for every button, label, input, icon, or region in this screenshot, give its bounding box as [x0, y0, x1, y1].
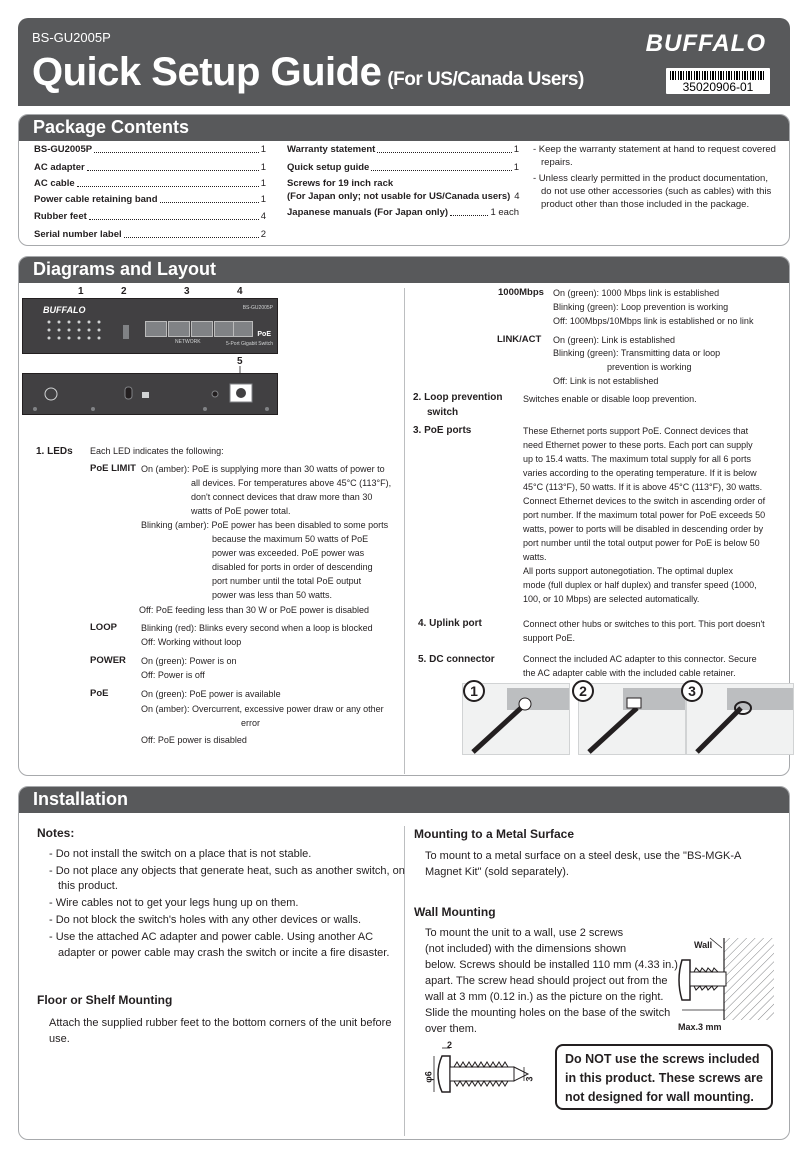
device-poe-label: PoE [257, 331, 271, 338]
led-poe-limit-line: watts of PoE power total. [191, 506, 291, 516]
led-1000mbps-line: Blinking (green): Loop prevention is working [553, 302, 729, 312]
package-item [34, 228, 266, 242]
led-power-line: Off: Power is off [141, 670, 205, 680]
note-item: - Wire cables not to get your legs hung up on them. [49, 897, 299, 909]
step-2-badge: 2 [572, 680, 594, 702]
step-3-badge: 3 [681, 680, 703, 702]
dim-head-diameter: φ6 [423, 1071, 434, 1083]
diagrams-header [19, 257, 789, 283]
wall-mounting-line: over them. [425, 1023, 477, 1035]
package-item-qty: 4 [260, 211, 266, 222]
leds-intro: Each LED indicates the following: [90, 446, 224, 456]
dim-shaft-diameter: 3 [524, 1076, 535, 1082]
package-note: do not use other accessories (such as cables) with this [541, 186, 772, 197]
notes-heading: Notes: [37, 826, 75, 840]
led-poe-limit-line: On (amber): PoE is supplying more than 30 watts of power to [141, 464, 385, 474]
max-clearance-label: Max.3 mm [678, 1022, 722, 1032]
led-power-line: On (green): Power is on [141, 656, 237, 666]
poe-ports-line: up to 15.4 watts. The maximum total supply for all 6 ports [523, 454, 751, 464]
floor-mounting-text: Attach the supplied rubber feet to the bottom corners of the unit before use. [49, 1017, 392, 1045]
package-item [287, 206, 519, 220]
poe-ports-line: These Ethernet ports support PoE. Connect devices that [523, 426, 749, 436]
metal-mounting-text: To mount to a metal surface on a steel desk, use the "BS-MGK-A Magnet Kit" (sold separately). [425, 850, 741, 878]
led-poe-line: On (green): PoE power is available [141, 689, 281, 699]
callout-2: 2 [121, 286, 127, 297]
package-item-qty: 1 [513, 144, 519, 155]
wall-mounting-line: Slide the mounting holes on the base of the switch [425, 1007, 671, 1019]
poe-ports-line: Connect Ethernet devices to the switch in ascending order of [523, 496, 766, 506]
poe-port-2 [168, 321, 190, 337]
loop-prevention-heading-2: switch [427, 407, 459, 418]
wall-mounting-heading: Wall Mounting [414, 905, 496, 919]
package-item [34, 210, 266, 224]
dc-connector-line: the AC adapter cable with the included cable retainer. [523, 668, 736, 678]
poe-ports-line: port number. If the maximum total power for PoE exceeds 50 [523, 510, 766, 520]
poe-ports-line: mode (full duplex or half duplex) and transfer speed (1000, [523, 580, 757, 590]
installation-title: Installation [33, 789, 129, 809]
led-poe-limit-line: Blinking (amber): PoE power has been disabled to some ports [141, 520, 389, 530]
poe-port-3 [191, 321, 213, 337]
package-item-qty: 1 [260, 144, 266, 155]
loop-prevention-heading: 2. Loop prevention [413, 392, 503, 403]
package-item [34, 161, 266, 175]
screw-dimension-drawing [420, 1040, 536, 1108]
led-1000mbps-name: 1000Mbps [498, 287, 544, 298]
warning-box [555, 1044, 773, 1110]
led-power-name: POWER [90, 655, 126, 666]
ports-label: NETWORK [175, 339, 201, 345]
wall-mounting-line: wall at 3 mm (0.12 in.) as the picture on the right. [425, 991, 664, 1003]
model-number: BS-GU2005P [32, 30, 111, 45]
device-model-label: BS-GU2005P [242, 305, 273, 311]
led-poe-line: On (amber): Overcurrent, excessive power draw or any other [141, 704, 384, 714]
package-item [287, 161, 519, 175]
poe-ports-line: need Ethernet power to these ports. Each port can supply [523, 440, 753, 450]
led-poe-name: PoE [90, 688, 109, 699]
package-item-name: AC adapter [34, 162, 85, 173]
note-item: - Do not place any objects that generate heat, such as another switch, on [49, 865, 405, 877]
uplink-line: Connect other hubs or switches to this port. This port doesn't [523, 619, 765, 629]
device-type-label: 5-Port Gigabit Switch [226, 341, 273, 347]
wall-label: Wall [694, 940, 713, 950]
back-panel-details [23, 374, 279, 416]
led-grid [29, 318, 117, 342]
led-linkact-line: On (green): Link is established [553, 335, 676, 345]
step-1-badge: 1 [463, 680, 485, 702]
led-poe-limit-line: Off: PoE feeding less than 30 W or PoE power is disabled [139, 605, 369, 615]
led-loop-line: Blinking (red): Blinks every second when a loop is blocked [141, 623, 373, 633]
uplink-port [233, 321, 253, 337]
poe-ports-heading: 3. PoE ports [413, 425, 472, 436]
package-item-qty: 1 [260, 162, 266, 173]
package-item-name: Quick setup guide [287, 162, 370, 173]
package-note: - Unless clearly permitted in the product documentation, [533, 173, 768, 184]
led-1000mbps-line: On (green): 1000 Mbps link is established [553, 288, 720, 298]
wall-mounting-line: (not included) with the dimensions shown [425, 943, 627, 955]
package-item [34, 177, 266, 191]
package-note: repairs. [541, 157, 573, 168]
package-contents-header [19, 115, 789, 141]
poe-ports-line: 100, or 10 Mbps) are selected automatically. [523, 594, 700, 604]
poe-ports-line: 45°C (113°F), 50 watts. If it is above 45°C (113°F), 30 watts. [523, 482, 763, 492]
led-linkact-line: Blinking (green): Transmitting data or loop [553, 348, 721, 358]
callout-5: 5 [237, 356, 243, 367]
note-item: - Do not block the switch's holes with any other devices or walls. [49, 914, 362, 926]
led-poe-limit-line: don't connect devices that draw more than 30 [191, 492, 373, 502]
package-note: product other than those included in the package. [541, 199, 750, 210]
led-loop-name: LOOP [90, 622, 117, 633]
diagrams-title: Diagrams and Layout [33, 259, 217, 279]
led-loop-line: Off: Working without loop [141, 637, 242, 647]
wall-mounting-line: apart. The screw head should project out from the [425, 975, 668, 987]
package-item-name: AC cable [34, 178, 75, 189]
barcode [666, 68, 770, 94]
led-poe-limit-line: because the maximum 50 watts of PoE [212, 534, 369, 544]
package-note: - Keep the warranty statement at hand to request covered [533, 144, 776, 155]
package-item [287, 143, 519, 157]
package-item [34, 193, 266, 207]
led-poe-limit-line: all devices. For temperatures above 45°C (113°F), [191, 478, 392, 488]
leds-heading: 1. LEDs [36, 446, 73, 457]
uplink-heading: 4. Uplink port [418, 618, 482, 629]
loop-switch [123, 325, 129, 339]
callout-3: 3 [184, 286, 190, 297]
metal-mounting-heading: Mounting to a Metal Surface [414, 827, 575, 841]
warning-line: in this product. These screws are [565, 1071, 763, 1085]
dim-head-width: 2 [447, 1040, 453, 1050]
package-item-name: Serial number label [34, 229, 122, 240]
led-poe-limit-line: disabled for ports in order of descending [212, 562, 373, 572]
package-item-qty: 1 [260, 178, 266, 189]
switch-back-illustration [22, 373, 278, 415]
title-subtitle: (For US/Canada Users) [387, 69, 584, 90]
title-main: Quick Setup Guide [32, 50, 382, 94]
package-item-qty: 1 each [490, 207, 519, 218]
barcode-bars [670, 71, 766, 80]
package-item-qty: 4 [514, 191, 520, 202]
led-poe-line: error [241, 718, 261, 728]
warning-line: not designed for wall mounting. [565, 1090, 754, 1104]
wall-screw-illustration [676, 932, 776, 1030]
switch-front-illustration [22, 298, 278, 354]
led-linkact-line: Off: Link is not established [553, 376, 659, 386]
installation-header [19, 787, 789, 813]
led-poe-limit-line: power was exceeded. PoE power was [212, 548, 365, 558]
package-item [287, 190, 519, 204]
note-item: - Use the attached AC adapter and power cable. Using another AC [49, 931, 374, 943]
package-item [34, 143, 266, 157]
device-brand: BUFFALO [43, 305, 86, 315]
led-linkact-line: prevention is working [607, 362, 692, 372]
uplink-line: support PoE. [523, 633, 576, 643]
poe-ports-line: watts. [523, 552, 547, 562]
package-item-name: Rubber feet [34, 211, 87, 222]
package-item-name: BS-GU2005P [34, 144, 93, 155]
barcode-number: 35020906-01 [682, 80, 754, 94]
floor-mounting-heading: Floor or Shelf Mounting [37, 993, 173, 1007]
buffalo-logo: BUFFALO [645, 30, 766, 57]
poe-ports-line: All ports support autonegotiation. The optimal duplex [523, 566, 733, 576]
package-item-name: Warranty statement [287, 144, 376, 155]
led-linkact-name: LINK/ACT [497, 334, 542, 345]
loop-prevention-text: Switches enable or disable loop prevention. [523, 394, 697, 404]
package-item-name: Power cable retaining band [34, 194, 158, 205]
package-item-name: (For Japan only; not usable for US/Canada users) [287, 191, 511, 202]
step-2-illustration [578, 683, 686, 755]
poe-ports-line: watts, power to ports will be disabled in descending order by [523, 524, 764, 534]
dc-connector-line: Connect the included AC adapter to this connector. Secure [523, 654, 757, 664]
led-poe-limit-line: port number until the total PoE output [212, 576, 362, 586]
package-contents-title: Package Contents [33, 117, 190, 137]
led-poe-limit-line: power was less than 50 watts. [212, 590, 333, 600]
wall-mounting-line: To mount the unit to a wall, use 2 screws [425, 927, 624, 939]
page-title [32, 50, 584, 95]
note-item: - Do not install the switch on a place that is not stable. [49, 848, 312, 860]
package-item-name: Japanese manuals (For Japan only) [287, 207, 449, 218]
poe-ports-line: port number until the total output power for PoE is below 50 [523, 538, 760, 548]
warning-line: Do NOT use the screws included [565, 1052, 760, 1066]
wall-mounting-line: below. Screws should be installed 110 mm (4.33 in.) [425, 959, 678, 971]
led-poe-line: Off: PoE power is disabled [141, 735, 247, 745]
header-banner [18, 18, 790, 106]
package-item-qty: 1 [260, 194, 266, 205]
dc-connector-heading: 5. DC connector [418, 654, 495, 665]
poe-port-1 [145, 321, 167, 337]
callout-1: 1 [78, 286, 84, 297]
note-item: this product. [58, 880, 118, 892]
package-item-qty: 2 [260, 229, 266, 240]
led-1000mbps-line: Off: 100Mbps/10Mbps link is established or no link [553, 316, 754, 326]
led-poe-limit-name: PoE LIMIT [90, 463, 136, 474]
note-item: adapter or power cable may crash the switch or incite a fire disaster. [58, 947, 390, 959]
package-item-qty: 1 [513, 162, 519, 173]
poe-ports-line: varies according to the operating temperature. If it is below [523, 468, 757, 478]
package-screws-name: Screws for 19 inch rack [287, 178, 394, 189]
diagrams-divider [404, 288, 405, 774]
callout-4: 4 [237, 286, 243, 297]
